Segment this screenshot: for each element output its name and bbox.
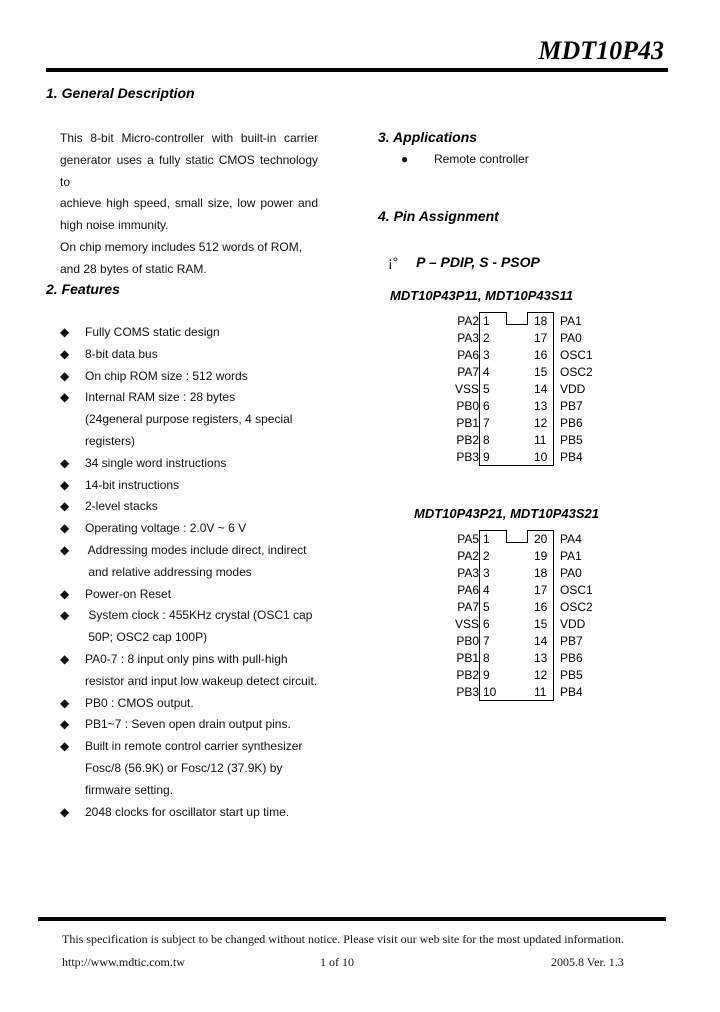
feature-text: resistor and input low wakeup detect circuit. <box>85 673 318 688</box>
feature-text: Internal RAM size : 28 bytes <box>85 390 236 405</box>
pin-right-label: PB4 <box>560 450 583 464</box>
pin-right-label: PB6 <box>560 416 583 430</box>
pin-right-number: 11 <box>534 685 547 699</box>
pin-right-label: OSC2 <box>560 365 593 379</box>
pin-row <box>440 330 640 347</box>
feature-text: firmware setting. <box>85 782 174 797</box>
pin-left-number: 9 <box>483 450 490 464</box>
diamond-bullet-icon: ◆ <box>60 586 70 601</box>
pin-right-label: OSC1 <box>560 583 593 597</box>
feature-text: Fosc/8 (56.9K) or Fosc/12 (37.9K) by <box>85 760 283 775</box>
pin-assignment-heading: 4. Pin Assignment <box>378 208 499 224</box>
pin-row <box>440 565 640 582</box>
diamond-bullet-icon: ◆ <box>60 695 70 710</box>
document-title: MDT10P43 <box>538 36 664 65</box>
pin-left-label: PB1 <box>456 416 479 430</box>
pin-left-number: 3 <box>483 566 490 580</box>
description-line: generator uses a fully static CMOS technology to <box>60 152 318 189</box>
pin-row <box>440 548 640 565</box>
diamond-bullet-icon: ◆ <box>60 455 70 470</box>
feature-item <box>60 605 330 649</box>
pin-left-label: PA3 <box>457 566 479 580</box>
description-line: achieve high speed, small size, low power and <box>60 196 318 211</box>
feature-text: 2048 clocks for oscillator start up time. <box>85 804 290 819</box>
diamond-bullet-icon: ◆ <box>60 390 70 405</box>
feature-text: 8-bit data bus <box>85 346 158 361</box>
diamond-bullet-icon: ◆ <box>60 739 70 754</box>
diamond-bullet-icon: ◆ <box>60 346 70 361</box>
feature-text: Fully COMS static design <box>85 325 220 339</box>
pin-row <box>440 616 640 633</box>
pin-right-number: 18 <box>534 566 548 580</box>
pin-left-label: PB2 <box>456 433 479 447</box>
pin-right-number: 17 <box>534 583 548 597</box>
pin-row <box>440 599 640 616</box>
package-prefix: ¡° <box>388 254 399 270</box>
pin-row <box>440 364 640 381</box>
pin-row <box>440 684 640 701</box>
feature-text: System clock : 455KHz crystal (OSC1 cap <box>85 608 313 623</box>
pin-left-number: 4 <box>483 583 490 597</box>
diamond-bullet-icon: ◆ <box>60 804 70 819</box>
pin-right-number: 17 <box>534 331 548 345</box>
version-info: 2005.8 Ver. 1.3 <box>551 955 624 969</box>
feature-text: Built in remote control carrier synthesizer <box>85 739 303 754</box>
pin-left-number: 8 <box>483 651 490 665</box>
diamond-bullet-icon: ◆ <box>60 368 70 383</box>
pin-left-number: 7 <box>483 416 490 430</box>
pin-left-number: 5 <box>483 600 490 614</box>
feature-item <box>60 584 330 606</box>
pin-right-number: 16 <box>534 348 548 362</box>
pin-right-number: 13 <box>534 399 548 413</box>
pin-right-number: 12 <box>534 416 548 430</box>
pin-row <box>440 582 640 599</box>
general-description-body <box>60 128 318 281</box>
description-line: and 28 bytes of static RAM. <box>60 261 207 276</box>
feature-text: Addressing modes include direct, indirect <box>85 543 307 557</box>
feature-item <box>60 802 330 824</box>
pin-left-label: VSS <box>454 382 479 396</box>
pin-right-label: PB5 <box>560 433 583 447</box>
pin-left-label: PA6 <box>457 583 479 597</box>
pin-left-number: 1 <box>483 314 490 328</box>
pin-left-label: PB1 <box>456 651 479 665</box>
feature-text: 14-bit instructions <box>85 477 180 492</box>
feature-text: PB0 : CMOS output. <box>85 695 194 710</box>
header-rule <box>46 68 668 72</box>
diamond-bullet-icon: ◆ <box>60 521 70 536</box>
feature-item <box>60 366 330 388</box>
package-types: P – PDIP, S - PSOP <box>416 254 540 270</box>
page-number: 1 of 10 <box>320 955 354 969</box>
diamond-bullet-icon: ◆ <box>60 608 70 623</box>
pkg20-title: MDT10P43P21, MDT10P43S21 <box>414 506 599 521</box>
pin-right-number: 11 <box>534 433 547 447</box>
pin-right-label: PA0 <box>560 331 582 345</box>
pin-right-number: 16 <box>534 600 548 614</box>
pin-right-label: PA1 <box>560 314 582 328</box>
pin-right-number: 20 <box>534 532 548 546</box>
pin-left-number: 8 <box>483 433 490 447</box>
pin-left-number: 7 <box>483 634 490 648</box>
pkg18-title: MDT10P43P11, MDT10P43S11 <box>390 288 574 303</box>
feature-item <box>60 453 330 475</box>
pin-left-number: 2 <box>483 331 490 345</box>
pin-row <box>440 415 640 432</box>
application-bullet-icon: ● <box>401 152 409 166</box>
pin-right-number: 14 <box>534 382 548 396</box>
pin-left-number: 2 <box>483 549 490 563</box>
feature-item <box>60 540 330 584</box>
pin-right-label: PA4 <box>560 532 582 546</box>
pin-right-number: 15 <box>534 617 548 631</box>
pin-row <box>440 381 640 398</box>
feature-text: 50P; OSC2 cap 100P) <box>85 630 208 645</box>
pin-left-label: PA5 <box>457 532 479 546</box>
pin-left-label: PA3 <box>457 331 479 345</box>
feature-item <box>60 693 330 715</box>
pin-right-label: PB6 <box>560 651 583 665</box>
applications-heading: 3. Applications <box>378 129 478 145</box>
pin-left-number: 6 <box>483 617 490 631</box>
pin-row <box>440 667 640 684</box>
pin-left-label: PA6 <box>457 348 479 362</box>
pin-left-number: 4 <box>483 365 490 379</box>
pin-right-label: VDD <box>560 382 586 396</box>
pin-left-label: PA2 <box>457 549 479 563</box>
feature-item <box>60 344 330 366</box>
feature-text: On chip ROM size : 512 words <box>85 368 248 383</box>
pin-left-label: PB3 <box>456 450 479 464</box>
feature-text: PB1~7 : Seven open drain output pins. <box>85 717 291 732</box>
feature-text: (24general purpose registers, 4 special <box>85 412 293 427</box>
pin-right-label: VDD <box>560 617 586 631</box>
feature-text: and relative addressing modes <box>85 564 252 579</box>
pin-left-label: PA2 <box>457 314 479 328</box>
application-item: Remote controller <box>434 152 529 166</box>
description-line: high noise immunity. <box>60 218 169 233</box>
feature-text: 34 single word instructions <box>85 455 227 470</box>
pin-left-label: PB0 <box>456 634 479 648</box>
pin-right-number: 14 <box>534 634 548 648</box>
pin-left-number: 5 <box>483 382 490 396</box>
pin-left-number: 9 <box>483 668 490 682</box>
feature-item <box>60 322 330 344</box>
pin-left-label: PB3 <box>456 685 479 699</box>
pin-right-number: 19 <box>534 549 548 563</box>
pin-right-label: PA1 <box>560 549 582 563</box>
pin-row <box>440 432 640 449</box>
pin-right-label: PB5 <box>560 668 583 682</box>
footer-url[interactable]: http://www.mdtic.com.tw <box>62 955 185 969</box>
pin-right-number: 10 <box>534 450 548 464</box>
pin-row <box>440 313 640 330</box>
feature-item <box>60 518 330 540</box>
diamond-bullet-icon: ◆ <box>60 477 70 492</box>
pin-right-number: 13 <box>534 651 548 665</box>
pin-left-label: PA7 <box>457 600 479 614</box>
pin-row <box>440 449 640 466</box>
pin-right-number: 12 <box>534 668 548 682</box>
feature-item <box>60 475 330 497</box>
diamond-bullet-icon: ◆ <box>60 717 70 732</box>
pin-row <box>440 650 640 667</box>
pin-left-label: PA7 <box>457 365 479 379</box>
diamond-bullet-icon: ◆ <box>60 499 70 514</box>
pin-row <box>440 633 640 650</box>
feature-item <box>60 736 330 801</box>
feature-item <box>60 387 330 452</box>
feature-item <box>60 714 330 736</box>
description-line: This 8-bit Micro-controller with built-in carrier <box>60 131 318 145</box>
features-heading: 2. Features <box>46 281 120 297</box>
feature-text: PA0-7 : 8 input only pins with pull-high <box>85 652 288 666</box>
footer-rule <box>38 917 666 921</box>
pin-left-number: 3 <box>483 348 490 362</box>
diamond-bullet-icon: ◆ <box>60 325 70 339</box>
pin-left-label: PB2 <box>456 668 479 682</box>
pin-right-label: PB7 <box>560 399 583 413</box>
pin-left-label: VSS <box>454 617 479 631</box>
diamond-bullet-icon: ◆ <box>60 543 70 557</box>
pin-right-label: PB7 <box>560 634 583 648</box>
pin-row <box>440 531 640 548</box>
package-legend <box>388 254 540 270</box>
pin-left-label: PB0 <box>456 399 479 413</box>
footer-notice: This specification is subject to be changed without notice. Please visit our web site for the most updated information. <box>62 932 624 946</box>
pin-right-number: 15 <box>534 365 548 379</box>
pin-row <box>440 347 640 364</box>
pin-right-number: 18 <box>534 314 548 328</box>
pin-right-label: PA0 <box>560 566 582 580</box>
pin-left-number: 10 <box>483 685 497 699</box>
pin-right-label: OSC2 <box>560 600 593 614</box>
diamond-bullet-icon: ◆ <box>60 652 70 666</box>
feature-item <box>60 496 330 518</box>
description-line: On chip memory includes 512 words of ROM, <box>60 239 303 254</box>
feature-text: Operating voltage : 2.0V ~ 6 V <box>85 521 247 536</box>
feature-text: Power-on Reset <box>85 586 172 601</box>
feature-item <box>60 649 330 693</box>
feature-text: 2-level stacks <box>85 499 158 514</box>
pin-row <box>440 398 640 415</box>
pin-left-number: 1 <box>483 532 490 546</box>
general-description-heading: 1. General Description <box>46 85 195 101</box>
pin-right-label: PB4 <box>560 685 583 699</box>
feature-text: registers) <box>85 433 136 448</box>
pin-left-number: 6 <box>483 399 490 413</box>
pin-right-label: OSC1 <box>560 348 593 362</box>
